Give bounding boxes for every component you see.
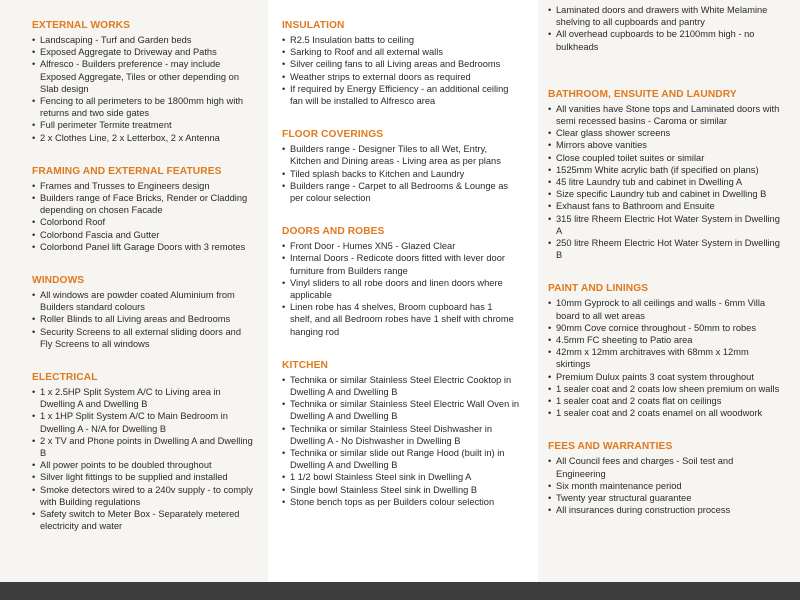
- list-item: • Silver light fittings to be supplied and installed: [32, 471, 254, 483]
- list-item: • Smoke detectors wired to a 240v supply - to comply with Building regulations: [32, 484, 254, 508]
- bullet-list: [282, 374, 522, 508]
- list-item: • Technika or similar slide out Range Hood (built in) in Dwelling A and Dwelling B: [282, 447, 522, 471]
- section-cabinets-continued: [548, 4, 794, 53]
- list-item: • Builders range - Designer Tiles to all Wet, Entry, Kitchen and Dining areas - Living area as per plans: [282, 143, 514, 167]
- section-framing: [32, 166, 262, 253]
- list-item: • 315 litre Rheem Electric Hot Water System in Dwelling A: [548, 213, 786, 237]
- bullet-list: [32, 386, 254, 532]
- list-item: • 1 1/2 bowl Stainless Steel sink in Dwelling A: [282, 471, 522, 483]
- list-item: • All windows are powder coated Aluminium from Builders standard colours: [32, 289, 254, 313]
- bullet-list: [548, 297, 780, 419]
- list-item: • 1 sealer coat and 2 coats enamel on all woodwork: [548, 407, 780, 419]
- list-item: • Twenty year structural guarantee: [548, 492, 780, 504]
- list-item: • Technika or similar Stainless Steel Electric Cooktop in Dwelling A and Dwelling B: [282, 374, 522, 398]
- bullet-list: [32, 289, 254, 350]
- list-item: • Fencing to all perimeters to be 1800mm high with returns and two side gates: [32, 95, 254, 119]
- section-paint: [548, 283, 794, 419]
- bullet-list: [32, 34, 254, 144]
- list-item: • Builders range - Carpet to all Bedrooms & Lounge as per colour selection: [282, 180, 514, 204]
- section-electrical: [32, 372, 262, 532]
- list-item: • Close coupled toilet suites or similar: [548, 152, 786, 164]
- section-title: EXTERNAL WORKS: [32, 20, 130, 31]
- list-item: • 1525mm White acrylic bath (if specified on plans): [548, 164, 786, 176]
- list-item: • Builders range of Face Bricks, Render or Cladding depending on chosen Facade: [32, 192, 257, 216]
- list-item: • Six month maintenance period: [548, 480, 780, 492]
- list-item: • 45 litre Laundry tub and cabinet in Dwelling A: [548, 176, 786, 188]
- list-item: • 2 x Clothes Line, 2 x Letterbox, 2 x Antenna: [32, 132, 254, 144]
- section-title: PAINT AND LININGS: [548, 283, 649, 295]
- list-item: • Security Screens to all external sliding doors and Fly Screens to all windows: [32, 326, 254, 350]
- list-item: • Laminated doors and drawers with White Melamine shelving to all cupboards and pantry: [548, 4, 780, 28]
- list-item: • Tiled splash backs to Kitchen and Laundry: [282, 168, 514, 180]
- list-item: • 10mm Gyprock to all ceilings and walls - 6mm Villa board to all wet areas: [548, 297, 780, 321]
- list-item: • If required by Energy Efficiency - an additional ceiling fan will be installed to Alfresco area: [282, 83, 514, 107]
- list-item: • 1 x 1HP Split System A/C to Main Bedroom in Dwelling A - N/A for Dwelling B: [32, 410, 254, 434]
- column-middle: [268, 0, 538, 582]
- section-external-works: [32, 20, 262, 144]
- section-insulation: [282, 20, 530, 107]
- column-right: [538, 0, 800, 582]
- list-item: • Premium Dulux paints 3 coat system throughout: [548, 371, 780, 383]
- section-title: DOORS AND ROBES: [282, 226, 385, 238]
- list-item: • 4.5mm FC sheeting to Patio area: [548, 334, 780, 346]
- list-item: • Colorbond Panel lift Garage Doors with 3 remotes: [32, 241, 257, 253]
- section-bathroom: [548, 89, 794, 262]
- bullet-list: [282, 240, 514, 338]
- section-title: BATHROOM, ENSUITE AND LAUNDRY: [548, 88, 737, 100]
- list-item: • 1 sealer coat and 2 coats low sheen premium on walls: [548, 383, 780, 395]
- section-title: FLOOR COVERINGS: [282, 129, 384, 141]
- list-item: • All power points to be doubled throughout: [32, 459, 254, 471]
- list-item: • Silver ceiling fans to all Living areas and Bedrooms: [282, 58, 514, 70]
- bullet-list: [548, 455, 780, 516]
- list-item: • Size specific Laundry tub and cabinet in Dwelling B: [548, 188, 786, 200]
- list-item: • Single bowl Stainless Steel sink in Dwelling B: [282, 484, 522, 496]
- list-item: • Technika or similar Stainless Steel Electric Wall Oven in Dwelling A and Dwelling B: [282, 398, 522, 422]
- list-item: • Exhaust fans to Bathroom and Ensuite: [548, 200, 786, 212]
- list-item: • Colorbond Roof: [32, 216, 257, 228]
- section-title: KITCHEN: [282, 359, 328, 371]
- list-item: • Clear glass shower screens: [548, 127, 786, 139]
- list-item: • R2.5 Insulation batts to ceiling: [282, 34, 514, 46]
- list-item: • Exposed Aggregate to Driveway and Paths: [32, 46, 254, 58]
- section-title: FEES AND WARRANTIES: [548, 441, 673, 453]
- list-item: • Roller Blinds to all Living areas and Bedrooms: [32, 313, 254, 325]
- section-title: FRAMING AND EXTERNAL FEATURES: [32, 165, 222, 177]
- bullet-list: [548, 103, 786, 262]
- list-item: • 1 x 2.5HP Split System A/C to Living area in Dwelling A and Dwelling B: [32, 386, 254, 410]
- bullet-list: [32, 180, 257, 253]
- section-fees: [548, 441, 794, 516]
- list-item: • All overhead cupboards to be 2100mm high - no bulkheads: [548, 28, 780, 52]
- list-item: • All insurances during construction process: [548, 504, 780, 516]
- list-item: • All vanities have Stone tops and Laminated doors with semi recessed basins - Caroma or similar: [548, 103, 786, 127]
- list-item: • Mirrors above vanities: [548, 139, 786, 151]
- list-item: • Internal Doors - Redicote doors fitted with lever door furniture from Builders range: [282, 252, 514, 276]
- list-item: • 42mm x 12mm architraves with 68mm x 12mm skirtings: [548, 346, 780, 370]
- section-doors-robes: [282, 226, 530, 338]
- column-left: [0, 0, 268, 582]
- list-item: • Stone bench tops as per Builders colour selection: [282, 496, 522, 508]
- list-item: • 90mm Cove cornice throughout - 50mm to robes: [548, 322, 780, 334]
- list-item: • All Council fees and charges - Soil test and Engineering: [548, 455, 780, 479]
- footer-bar: [0, 582, 800, 600]
- list-item: • Linen robe has 4 shelves, Broom cupboard has 1 shelf, and all Bedroom robes have 1 shelf with chrome hanging rod: [282, 301, 514, 338]
- list-item: • Alfresco - Builders preference - may include Exposed Aggregate, Tiles or other depending on Slab design: [32, 58, 254, 95]
- section-title: INSULATION: [282, 20, 345, 31]
- section-windows: [32, 275, 262, 350]
- list-item: • Sarking to Roof and all external walls: [282, 46, 514, 58]
- list-item: • Weather strips to external doors as required: [282, 71, 514, 83]
- list-item: • 2 x TV and Phone points in Dwelling A and Dwelling B: [32, 435, 254, 459]
- list-item: • Front Door - Humes XN5 - Glazed Clear: [282, 240, 514, 252]
- section-floor-coverings: [282, 129, 530, 204]
- section-title: ELECTRICAL: [32, 372, 98, 384]
- list-item: • 1 sealer coat and 2 coats flat on ceilings: [548, 395, 780, 407]
- list-item: • Vinyl sliders to all robe doors and linen doors where applicable: [282, 277, 514, 301]
- section-title: WINDOWS: [32, 275, 85, 287]
- list-item: • 250 litre Rheem Electric Hot Water System in Dwelling B: [548, 237, 786, 261]
- list-item: • Frames and Trusses to Engineers design: [32, 180, 257, 192]
- section-kitchen: [282, 360, 530, 508]
- list-item: • Landscaping - Turf and Garden beds: [32, 34, 254, 46]
- bullet-list: [282, 143, 514, 204]
- bullet-list: [548, 4, 780, 53]
- list-item: • Full perimeter Termite treatment: [32, 119, 254, 131]
- bullet-list: [282, 34, 514, 107]
- list-item: • Colorbond Fascia and Gutter: [32, 229, 257, 241]
- list-item: • Technika or similar Stainless Steel Dishwasher in Dwelling A - No Dishwasher in Dwelling B: [282, 423, 522, 447]
- list-item: • Safety switch to Meter Box - Separately metered electricity and water: [32, 508, 254, 532]
